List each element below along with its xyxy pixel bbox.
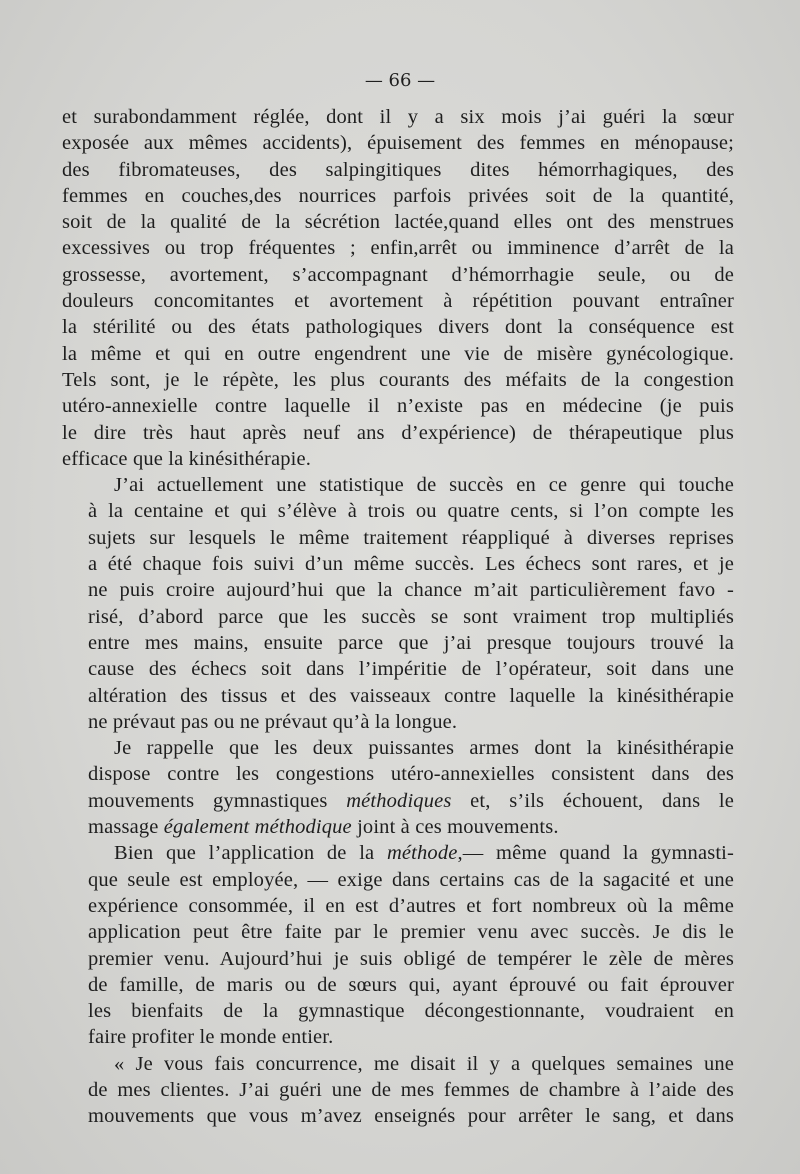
text-line: que seule est employée, — exige dans certains cas de la sagacité et une [88,868,734,891]
text-line: et surabondamment réglée, dont il y a six mois j’ai guéri la sœur [62,106,734,128]
text-line: faire profiter le monde entier. [88,1026,334,1049]
paragraph [62,1051,734,1130]
text-line: premier venu. Aujourd’hui je suis obligé de tempérer le zèle de mères [88,947,734,970]
text-line: risé, d’abord parce que les succès se sont vraiment trop multipliés [88,605,734,628]
paragraph [62,840,734,1050]
text-line: exposée aux mêmes accidents), épuisement des femmes en ménopause; [62,132,734,155]
body-text [62,104,734,1130]
text-line: Bien que l’application de la méthode,— même quand la gymnasti- [114,842,735,865]
text-line: mouvements que vous m’avez enseignés pour arrêter le sang, et dans [88,1105,734,1128]
text-line: le dire très haut après neuf ans d’expérience) de thérapeutique plus [62,421,734,444]
text-line: douleurs concomitantes et avortement à répétition pouvant entraîner [62,290,734,313]
text-line: utéro-annexielle contre laquelle il n’existe pas en médecine (je puis [62,395,734,418]
emphasis: méthodiques [346,789,452,812]
text-line: ne prévaut pas ou ne prévaut qu’à la longue. [88,710,458,733]
paragraph [62,104,734,472]
text-line: sujets sur lesquels le même traitement réappliqué à diverses reprises [88,526,734,549]
text-line: excessives ou trop fréquentes ; enfin,arrêt ou imminence d’arrêt de la [62,237,734,260]
text-line: entre mes mains, ensuite parce que j’ai presque toujours trouvé la [88,631,734,654]
text-line: des fibromateuses, des salpingitiques dites hémorrhagiques, des [62,158,734,181]
text-line: J’ai actuellement une statistique de succès en ce genre qui touche [114,474,734,497]
emphasis: méthode [386,842,458,865]
text-line: femmes en couches,des nourrices parfois privées soit de la quantité, [62,184,734,207]
text-line: la même et qui en outre engendrent une vie de misère gynécologique. [62,342,734,365]
text-line: de mes clientes. J’ai guéri une de mes femmes de chambre à l’aide des [88,1078,734,1101]
text-line: soit de la qualité de la sécrétion lactée,quand elles ont des menstrues [62,211,734,234]
text-line: expérience consommée, il en est d’autres et fort nombreux où la même [88,894,734,917]
emphasis: également méthodique [163,816,352,839]
paragraph [62,472,734,735]
text-line: massage également méthodique joint à ces mouvements. [88,816,559,839]
text-line: à la centaine et qui s’élève à trois ou quatre cents, si l’on compte les [88,500,734,523]
text-line: altération des tissus et des vaisseaux contre laquelle la kinésithérapie [88,684,734,707]
text-line: a été chaque fois suivi d’un même succès. Les échecs sont rares, et je [88,553,734,576]
text-line: les bienfaits de la gymnastique décongestionnante, voudraient en [88,1000,734,1023]
text-line: dispose contre les congestions utéro-annexielles consistent dans des [88,763,734,786]
text-line: de famille, de maris ou de sœurs qui, ayant éprouvé ou fait éprouver [88,973,734,996]
text-line: grossesse, avortement, s’accompagnant d’hémorrhagie seule, ou de [62,263,734,286]
text-line: ne puis croire aujourd’hui que la chance m’ait particulièrement favo - [88,579,734,602]
page-number: — 66 — [364,70,436,91]
text-line: la stérilité ou des états pathologiques divers dont la conséquence est [62,316,734,339]
text-line: mouvements gymnastiques méthodiques et, s’ils échouent, dans le [88,789,734,812]
text-line: cause des échecs soit dans l’impéritie de l’opérateur, soit dans une [88,658,734,681]
text-line: application peut être faite par le premier venu avec succès. Je dis le [88,921,734,944]
text-line: efficace que la kinésithérapie. [62,447,311,470]
text-line: Tels sont, je le répète, les plus courants des méfaits de la congestion [62,368,734,391]
text-line: « Je vous fais concurrence, me disait il y a quelques semaines une [114,1052,734,1075]
paragraph [62,735,734,840]
text-line: Je rappelle que les deux puissantes armes dont la kinésithérapie [114,737,734,760]
